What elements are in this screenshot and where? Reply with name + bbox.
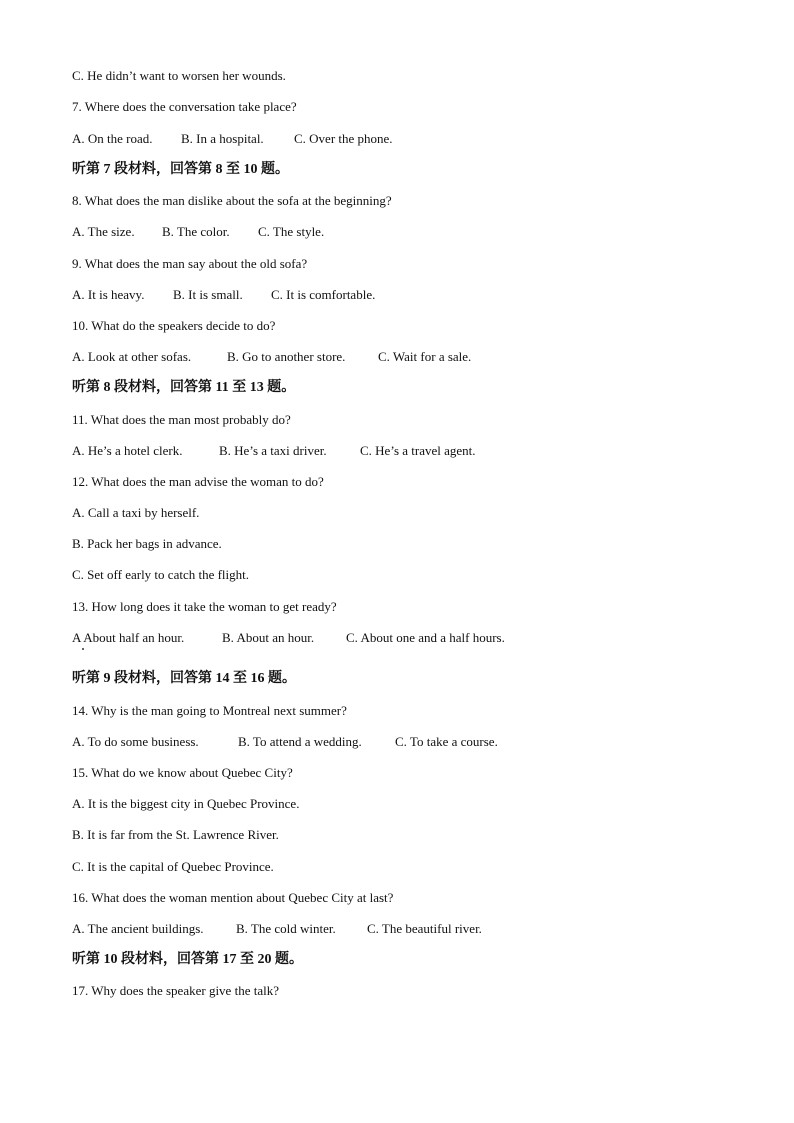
section-heading-7: 听第 7 段材料，回答第 8 至 10 题。: [72, 162, 289, 177]
option-c: C. Over the phone.: [294, 131, 393, 146]
question-17: 17. Why does the speaker give the talk?: [72, 983, 279, 998]
section-heading-9: 听第 9 段材料，回答第 14 至 16 题。: [72, 671, 296, 686]
option-b: B. It is far from the St. Lawrence River.: [72, 827, 279, 842]
option-line: C. He didn’t want to worsen her wounds.: [72, 68, 286, 83]
option-c: C. About one and a half hours.: [346, 630, 505, 645]
option-a: A. It is the biggest city in Quebec Province.: [72, 796, 300, 811]
section-heading-10: 听第 10 段材料，回答第 17 至 20 题。: [72, 952, 303, 967]
options-row-9: [72, 287, 375, 303]
option-b: B. In a hospital.: [181, 131, 264, 146]
question-12: 12. What does the man advise the woman to do?: [72, 474, 324, 489]
option-c: C. Wait for a sale.: [378, 349, 472, 364]
question-8: 8. What does the man dislike about the sofa at the beginning?: [72, 193, 392, 208]
option-c: C. He’s a travel agent.: [360, 443, 476, 458]
option-c: C. It is the capital of Quebec Province.: [72, 859, 274, 874]
option-b: B. The color.: [162, 224, 230, 239]
question-15: 15. What do we know about Quebec City?: [72, 765, 293, 780]
option-a: A. He’s a hotel clerk.: [72, 443, 183, 458]
question-10: 10. What do the speakers decide to do?: [72, 318, 276, 333]
question-11: 11. What does the man most probably do?: [72, 412, 291, 427]
option-a: A About half an hour.: [72, 630, 185, 645]
option-c: C. Set off early to catch the flight.: [72, 567, 250, 582]
options-row-8: [72, 224, 324, 240]
option-a: A. It is heavy.: [72, 287, 145, 302]
option-a: A. The size.: [72, 224, 135, 239]
options-row-13: [72, 630, 505, 646]
option-b: B. The cold winter.: [236, 921, 336, 936]
question-14: 14. Why is the man going to Montreal next summer?: [72, 703, 347, 718]
options-row-11: [72, 443, 476, 459]
option-a: A. To do some business.: [72, 734, 199, 749]
stray-dot: [82, 648, 84, 650]
option-c: C. To take a course.: [395, 734, 498, 749]
option-c: C. It is comfortable.: [271, 287, 376, 302]
option-c: C. The style.: [258, 224, 325, 239]
question-13: 13. How long does it take the woman to get ready?: [72, 599, 337, 614]
option-c: C. The beautiful river.: [367, 921, 482, 936]
option-b: B. Go to another store.: [227, 349, 346, 364]
options-row-14: [72, 734, 498, 750]
question-16: 16. What does the woman mention about Quebec City at last?: [72, 890, 394, 905]
option-a: A. Call a taxi by herself.: [72, 505, 200, 520]
option-a: A. On the road.: [72, 131, 153, 146]
options-row-16: [72, 921, 482, 937]
options-row-7: [72, 131, 393, 147]
options-row-10: [72, 349, 471, 365]
option-a: A. The ancient buildings.: [72, 921, 204, 936]
option-b: B. About an hour.: [222, 630, 315, 645]
section-heading-8: 听第 8 段材料，回答第 11 至 13 题。: [72, 380, 296, 395]
option-b: B. Pack her bags in advance.: [72, 536, 222, 551]
question-7: 7. Where does the conversation take place?: [72, 99, 297, 114]
option-b: B. To attend a wedding.: [238, 734, 362, 749]
option-a: A. Look at other sofas.: [72, 349, 192, 364]
question-9: 9. What does the man say about the old sofa?: [72, 256, 308, 271]
option-b: B. It is small.: [173, 287, 243, 302]
option-b: B. He’s a taxi driver.: [219, 443, 327, 458]
